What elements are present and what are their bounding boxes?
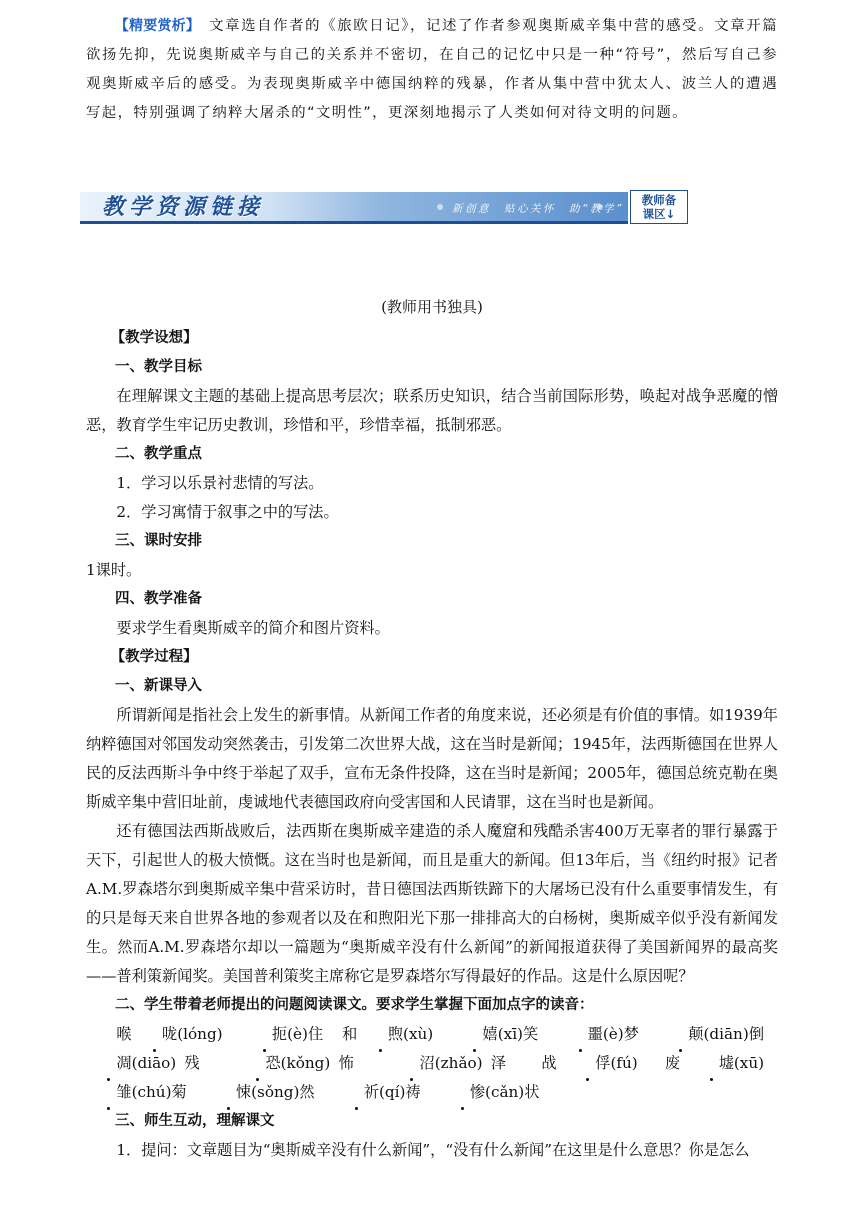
- analysis-block: [86, 12, 778, 128]
- pronunciation-item: [235, 1054, 362, 1072]
- pronunciation-item: [342, 1025, 433, 1043]
- reading-prefix: 和: [342, 1025, 358, 1043]
- banner-title: 教学资源链接: [102, 194, 265, 220]
- reading-pinyin: (è)梦: [602, 1025, 639, 1043]
- section-reading-heading: 二、学生带着老师提出的问题阅读课文。要求学生掌握下面加点字的读音：: [115, 997, 594, 1013]
- reading-pinyin: (diāo)残: [131, 1054, 208, 1072]
- pronunciation-item: [206, 1083, 315, 1101]
- focus-item-2: 2．学习寓情于叙事之中的写法。: [116, 503, 339, 521]
- pronunciation-item: [86, 1054, 208, 1072]
- reading-pinyin: (kǒng)怖: [280, 1054, 363, 1072]
- dotted-character: 恐: [235, 1049, 281, 1078]
- reading-pinyin: (xī)笑: [497, 1025, 539, 1043]
- pronunciation-item: [658, 1025, 764, 1043]
- section-focus-heading: 二、教学重点: [115, 446, 202, 462]
- section-design-heading: 【教学设想】: [110, 330, 198, 346]
- pronunciation-item: [333, 1083, 420, 1101]
- reading-prefix: 废: [664, 1054, 689, 1072]
- reading-pinyin: (diān)倒: [703, 1025, 765, 1043]
- pronunciation-item: [452, 1025, 538, 1043]
- badge-line-2: [631, 207, 687, 221]
- reading-prefix: 喉: [116, 1025, 132, 1043]
- section-intro-heading: 一、新课导入: [115, 678, 202, 694]
- pronunciation-list: [86, 1020, 778, 1107]
- pronunciation-item: [541, 1054, 637, 1072]
- reading-pinyin: (è)住: [287, 1025, 324, 1043]
- dotted-character: 惨: [439, 1078, 485, 1107]
- dotted-character: 扼: [242, 1020, 288, 1049]
- reading-pinyin: (qí)祷: [378, 1083, 421, 1101]
- analysis-paragraph: [86, 12, 778, 128]
- question-1: 1．提问：文章题目为“奥斯威辛没有什么新闻”，“没有什么新闻”在这里是什么意思？你是怎么: [116, 1141, 750, 1159]
- section-schedule-heading: 三、课时安排: [115, 533, 202, 549]
- intro-paragraph-2: 还有德国法西斯战败后，法西斯在奥斯威辛建造的杀人魔窟和残酷杀害400万无辜者的罪行暴露于天下，引起世人的极大愤慨。这在当时也是新闻，而且是重大的新闻。但13年后，当《纽约时报》记者A.M.罗森塔尔到奥斯威辛集中营采访时，昔日德国法西斯铁蹄下的大屠场已没有什么重要事情发生，有的只是每天来自世界各地的参观者以及在和煦阳光下那一排排高大的白杨树，奥斯威辛似乎没有新闻发生。然而A.M.罗森塔尔却以一篇题为“奥斯威辛没有什么新闻”的新闻报道获得了美国新闻界的最高奖——普利策新闻奖。美国普利策奖主席称它是罗森塔尔写得最好的作品。这是什么原因呢？: [86, 822, 778, 985]
- teacher-prep-badge: [630, 190, 688, 224]
- reading-pinyin: (chú)菊: [131, 1083, 187, 1101]
- prep-text: 要求学生看奥斯威辛的简介和图片资料。: [116, 619, 390, 637]
- section-goal-heading: 一、教学目标: [115, 359, 202, 375]
- dotted-character: 俘: [565, 1049, 611, 1078]
- pronunciation-item: [439, 1083, 539, 1101]
- dotted-character: 雏: [86, 1078, 132, 1107]
- section-interact-heading: 三、师生互动，理解课文: [115, 1113, 275, 1129]
- reading-pinyin: (lóng): [177, 1025, 223, 1043]
- arrow-down-icon: ↓: [665, 207, 676, 221]
- section-prep-heading: 四、教学准备: [115, 591, 202, 607]
- goal-text: 在理解课文主题的基础上提高思考层次；联系历史知识，结合当前国际形势，唤起对战争恶魔的憎恶，教育学生牢记历史教训，珍惜和平，珍惜幸福，抵制邪恶。: [86, 387, 778, 434]
- pronunciation-item: [665, 1054, 764, 1072]
- dotted-character: 沼: [389, 1049, 435, 1078]
- banner-slogan: 新创意 贴心关怀 助“教学”: [452, 203, 624, 215]
- reading-prefix: 战: [541, 1054, 565, 1072]
- pronunciation-item: [116, 1025, 222, 1043]
- schedule-text: 1课时。: [86, 561, 142, 579]
- pronunciation-item: [557, 1025, 639, 1043]
- reading-pinyin: (zhǎo)泽: [434, 1054, 515, 1072]
- resource-banner: [80, 190, 692, 226]
- reading-pinyin: (fú): [610, 1054, 638, 1072]
- pronunciation-item: [242, 1025, 324, 1043]
- dotted-character: 颠: [658, 1020, 704, 1049]
- section-process-heading: 【教学过程】: [110, 649, 198, 665]
- badge-line-1: 教师备: [641, 193, 677, 207]
- focus-item-1: 1．学习以乐景衬悲情的写法。: [116, 474, 324, 492]
- reading-pinyin: (xù): [403, 1025, 434, 1043]
- teacher-only-note: (教师用书独具): [381, 298, 483, 316]
- dotted-character: 煦: [357, 1020, 403, 1049]
- badge-line-2-text: 课区: [642, 207, 666, 221]
- dotted-character: 噩: [557, 1020, 603, 1049]
- reading-pinyin: (sǒng)然: [251, 1083, 315, 1101]
- intro-paragraph-1: 所谓新闻是指社会上发生的新事情。从新闻工作者的角度来说，还必须是有价值的事情。如1939年纳粹德国对邻国发动突然袭击，引发第二次世界大战，这在当时是新闻；1945年，法西斯德国在世界人民的反法西斯斗争中终于举起了双手，宣布无条件投降，这在当时是新闻；2005年，德国总统克勒在奥斯威辛集中营旧址前，虔诚地代表德国政府向受害国和人民请罪，这在当时也是新闻。: [86, 706, 778, 811]
- dotted-character: 祈: [333, 1078, 379, 1107]
- pronunciation-item: [86, 1083, 187, 1101]
- dotted-character: 墟: [688, 1049, 734, 1078]
- analysis-text: 文章选自作者的《旅欧日记》，记述了作者参观奥斯威辛集中营的感受。文章开篇欲扬先抑，先说奥斯威辛与自己的关系并不密切，在自己的记忆中只是一种“符号”，然后写自己参观奥斯威辛后的感受。为表现奥斯威辛中德国纳粹的残暴，作者从集中营中犹太人、波兰人的遭遇写起，特别强调了纳粹大屠杀的“文明性”，更深刻地揭示了人类如何对待文明的问题。: [86, 18, 779, 121]
- dotted-character: 凋: [86, 1049, 132, 1078]
- pronunciation-item: [389, 1054, 514, 1072]
- dotted-character: 咙: [132, 1020, 178, 1049]
- main-body: [86, 324, 778, 1165]
- analysis-tag: 【精要赏析】: [114, 18, 194, 34]
- dotted-character: 悚: [206, 1078, 252, 1107]
- dotted-character: 嬉: [452, 1020, 498, 1049]
- reading-pinyin: (cǎn)状: [485, 1083, 540, 1101]
- reading-pinyin: (xū): [733, 1054, 765, 1072]
